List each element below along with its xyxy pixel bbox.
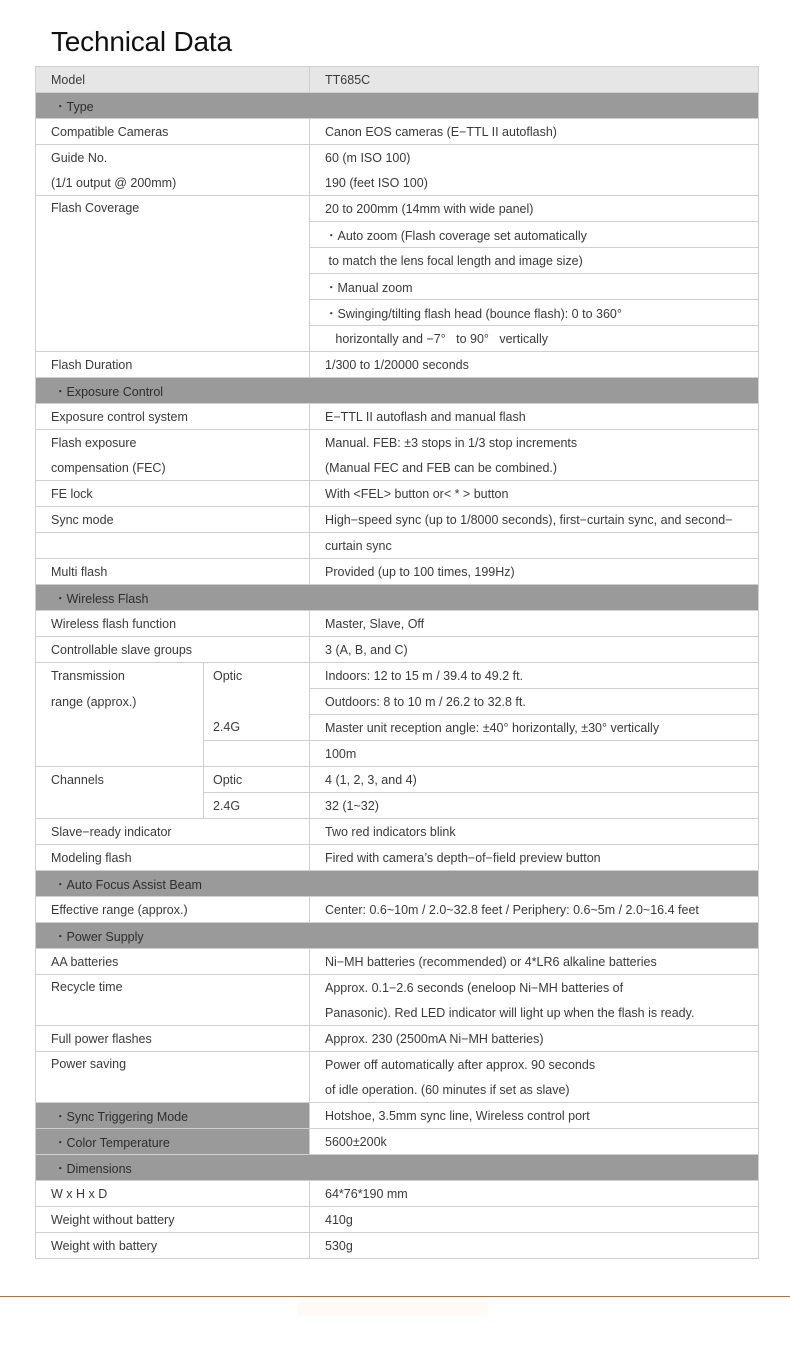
table-row [36,1052,759,1078]
spec-value: 100m [310,741,759,767]
spec-label: range (approx.) [36,689,204,715]
spec-label-empty [36,741,204,767]
table-row [36,767,759,793]
spec-label: compensation (FEC) [36,455,310,481]
spec-value: Two red indicators blink [310,819,759,845]
spec-label: Sync mode [36,507,310,533]
spec-label: Power saving [36,1052,310,1103]
table-row [36,949,759,975]
spec-label: Transmission [36,663,204,689]
spec-value: of idle operation. (60 minutes if set as slave) [310,1077,759,1103]
spec-label: FE lock [36,481,310,507]
table-row [36,1207,759,1233]
table-row [36,352,759,378]
spec-value: curtain sync [310,533,759,559]
table-row [36,430,759,456]
spec-label: Channels [36,767,204,793]
spec-value: Indoors: 12 to 15 m / 39.4 to 49.2 ft. [310,663,759,689]
spec-value: 20 to 200mm (14mm with wide panel) [310,196,759,222]
spec-sublabel: 2.4G [204,793,310,819]
spec-label: Guide No. [36,145,310,171]
section-heading: ・Color Temperature [36,1129,310,1155]
section-sync-triggering [36,1103,759,1129]
section-type [36,93,759,119]
spec-value: E−TTL II autoflash and manual flash [310,404,759,430]
spec-label: AA batteries [36,949,310,975]
section-exposure-control [36,378,759,404]
table-row [36,145,759,171]
spec-label-empty [36,715,204,741]
table-row [36,507,759,533]
spec-value: Fired with camera’s depth−of−field preview button [310,845,759,871]
spec-value: 5600±200k [310,1129,759,1155]
footer-divider [0,1296,790,1297]
table-row [36,119,759,145]
table-row [36,404,759,430]
section-power-supply [36,923,759,949]
spec-value: Panasonic). Red LED indicator will light up when the flash is ready. [310,1000,759,1026]
section-heading: ・Auto Focus Assist Beam [36,871,759,897]
spec-label: Weight with battery [36,1233,310,1259]
spec-label: Effective range (approx.) [36,897,310,923]
spec-label-empty [36,793,204,819]
spec-value: 190 (feet ISO 100) [310,170,759,196]
spec-value: horizontally and −7° to 90° vertically [310,326,759,352]
model-row [36,67,759,93]
spec-label: Exposure control system [36,404,310,430]
section-heading: ・Sync Triggering Mode [36,1103,310,1129]
table-row [36,715,759,741]
spec-sublabel-empty [204,741,310,767]
spec-value: Manual. FEB: ±3 stops in 1/3 stop increments [310,430,759,456]
spec-label: Slave−ready indicator [36,819,310,845]
table-row [36,741,759,767]
spec-label: Multi flash [36,559,310,585]
spec-value: 530g [310,1233,759,1259]
table-row [36,559,759,585]
spec-value: 410g [310,1207,759,1233]
spec-label: Weight without battery [36,1207,310,1233]
table-row [36,793,759,819]
spec-value: ・Auto zoom (Flash coverage set automatically [310,222,759,248]
section-heading: ・Exposure Control [36,378,759,404]
spec-value: Master unit reception angle: ±40° horizontally, ±30° vertically [310,715,759,741]
spec-sublabel: Optic [204,767,310,793]
table-row [36,1181,759,1207]
table-row [36,481,759,507]
table-row [36,533,759,559]
table-row [36,1233,759,1259]
spec-label: W x H x D [36,1181,310,1207]
spec-label: Modeling flash [36,845,310,871]
section-af-assist [36,871,759,897]
spec-value: Outdoors: 8 to 10 m / 26.2 to 32.8 ft. [310,689,759,715]
section-color-temperature [36,1129,759,1155]
table-row [36,897,759,923]
table-row [36,663,759,689]
spec-value: to match the lens focal length and image size) [310,248,759,274]
spec-label: Compatible Cameras [36,119,310,145]
section-dimensions [36,1155,759,1181]
spec-label-empty [36,533,310,559]
spec-value: 4 (1, 2, 3, and 4) [310,767,759,793]
spec-label: Wireless flash function [36,611,310,637]
table-row [36,975,759,1001]
spec-value: 64*76*190 mm [310,1181,759,1207]
spec-value: Ni−MH batteries (recommended) or 4*LR6 alkaline batteries [310,949,759,975]
spec-label: Full power flashes [36,1026,310,1052]
footer-glow [298,1302,488,1316]
spec-value: Canon EOS cameras (E−TTL II autoflash) [310,119,759,145]
spec-value: 3 (A, B, and C) [310,637,759,663]
page-title: Technical Data [51,26,232,57]
section-heading: ・Dimensions [36,1155,759,1181]
spec-sublabel: Optic [204,663,310,689]
spec-value: Approx. 230 (2500mA Ni−MH batteries) [310,1026,759,1052]
spec-label: Flash Duration [36,352,310,378]
spec-value: 32 (1~32) [310,793,759,819]
table-row [36,196,759,222]
section-heading: ・Type [36,93,759,119]
table-row [36,819,759,845]
section-heading: ・Power Supply [36,923,759,949]
spec-value: Hotshoe, 3.5mm sync line, Wireless control port [310,1103,759,1129]
model-value: TT685C [310,67,759,93]
spec-table [35,66,759,1259]
spec-value: 1/300 to 1/20000 seconds [310,352,759,378]
table-row [36,637,759,663]
spec-label: (1/1 output @ 200mm) [36,170,310,196]
spec-value: ・Manual zoom [310,274,759,300]
spec-value: Center: 0.6~10m / 2.0~32.8 feet / Periphery: 0.6~5m / 2.0~16.4 feet [310,897,759,923]
model-label: Model [36,67,310,93]
spec-value: 60 (m ISO 100) [310,145,759,171]
spec-value: (Manual FEC and FEB can be combined.) [310,455,759,481]
spec-sublabel: 2.4G [204,715,310,741]
table-row [36,1026,759,1052]
spec-value: ・Swinging/tilting flash head (bounce flash): 0 to 360° [310,300,759,326]
section-wireless-flash [36,585,759,611]
table-row [36,170,759,196]
table-row [36,611,759,637]
spec-label: Flash exposure [36,430,310,456]
section-heading: ・Wireless Flash [36,585,759,611]
spec-label: Recycle time [36,975,310,1026]
table-row [36,845,759,871]
spec-value: Master, Slave, Off [310,611,759,637]
spec-label: Flash Coverage [36,196,310,352]
spec-value: Power off automatically after approx. 90 seconds [310,1052,759,1078]
spec-value: With <FEL> button or< * > button [310,481,759,507]
spec-label: Controllable slave groups [36,637,310,663]
table-row [36,455,759,481]
table-row [36,689,759,715]
spec-sublabel-empty [204,689,310,715]
spec-value: Approx. 0.1−2.6 seconds (eneloop Ni−MH batteries of [310,975,759,1001]
spec-value: High−speed sync (up to 1/8000 seconds), first−curtain sync, and second− [310,507,759,533]
spec-value: Provided (up to 100 times, 199Hz) [310,559,759,585]
